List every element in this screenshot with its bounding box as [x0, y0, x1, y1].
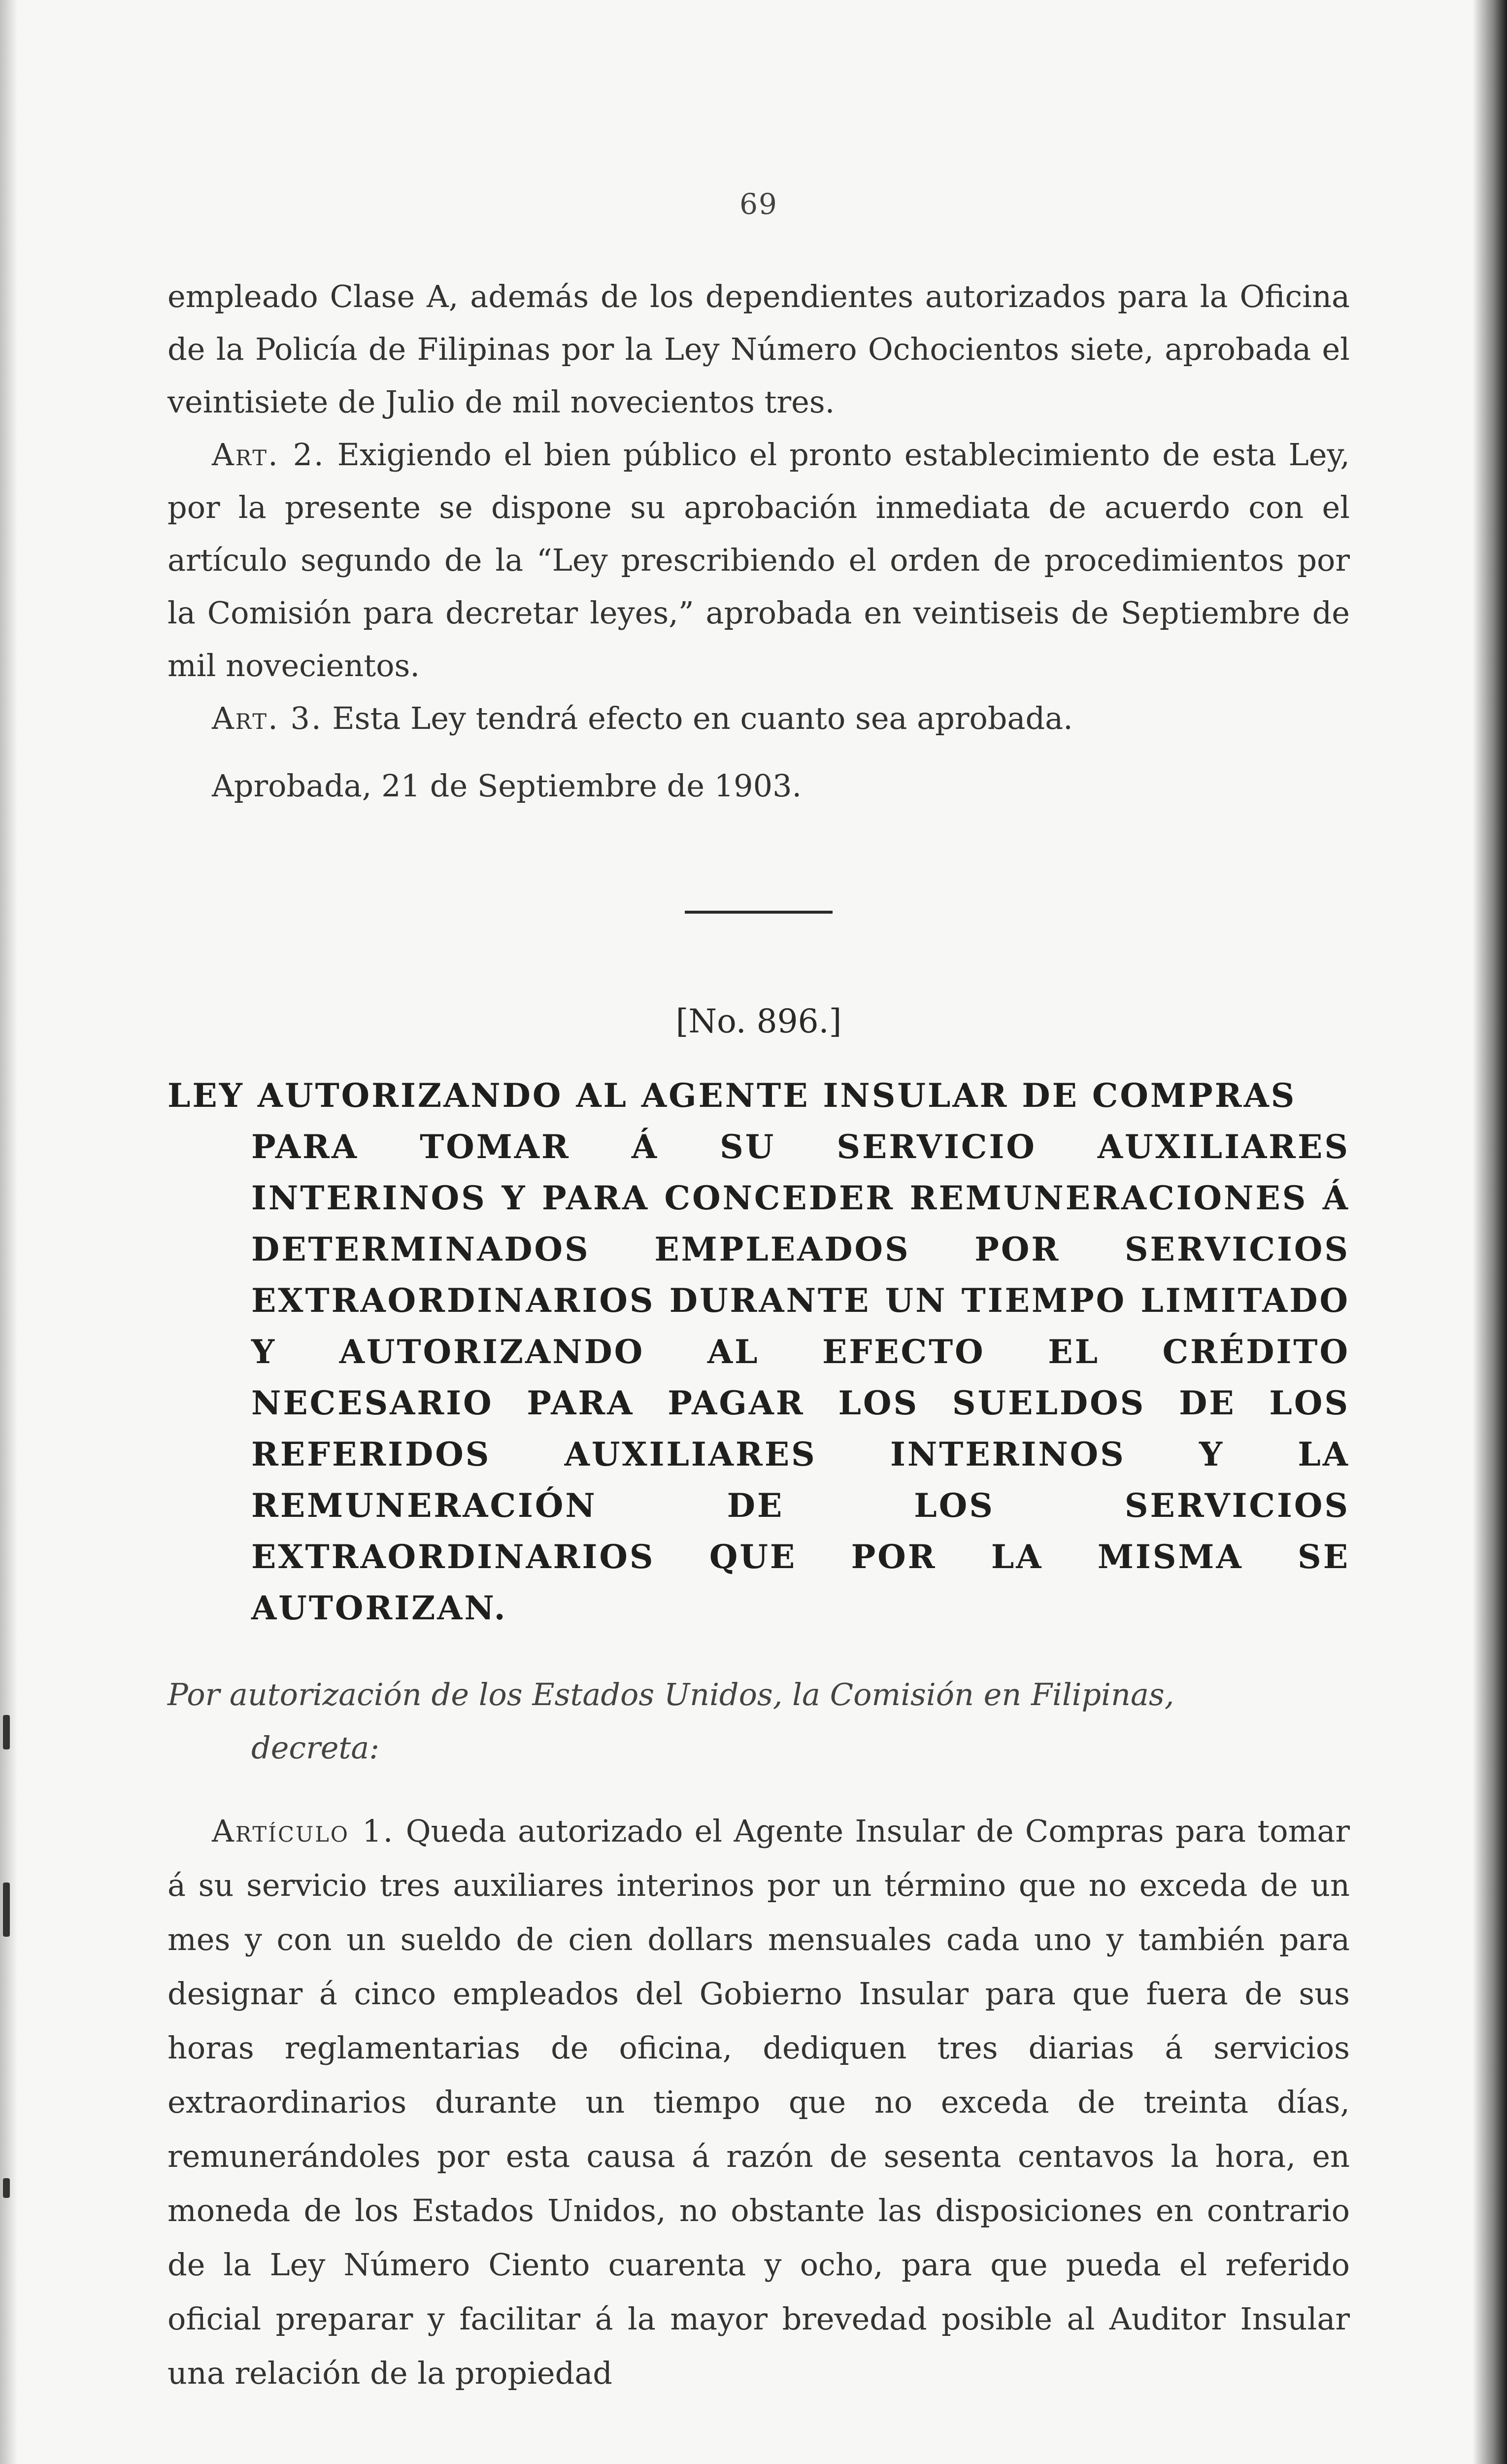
article-2-label: Art. 2. [212, 437, 325, 473]
page-left-shadow [0, 0, 18, 2464]
article-2-text: Exigiendo el bien público el pronto establecimiento de esta Ley, por la presente se dispone su aprobación inmediata de acuerdo con el artículo segundo de la “Ley prescribiendo el orden de procedimientos por la Comisión para decretar leyes,” aprobada en veintiseis de Septiembre de mil novecientos. [167, 437, 1350, 684]
page-number: 69 [739, 187, 778, 221]
article-1-paragraph [167, 1804, 1350, 2400]
law-title-first-line: LEY AUTORIZANDO AL AGENTE INSULAR DE COMPRAS [167, 1076, 1297, 1115]
article-3-paragraph [167, 692, 1350, 745]
binding-mark [3, 1882, 10, 1937]
law-title-rest: PARA TOMAR Á SU SERVICIO AUXILIARES INTERINOS Y PARA CONCEDER REMUNERACIONES Á DETERMINADOS EMPLEADOS POR SERVICIOS EXTRAORDINARIOS DURANTE UN TIEMPO LIMITADO Y AUTORIZANDO AL EFECTO EL CRÉDITO NECESARIO PARA PAGAR LOS SUELDOS DE LOS REFERIDOS AUXILIARES INTERINOS Y LA REMUNERACIÓN DE LOS SERVICIOS EXTRAORDINARIOS QUE POR LA MISMA SE AUTORIZAN. [251, 1128, 1350, 1627]
enacting-clause-line1: Por autorización de los Estados Unidos, la Comisión en Filipinas, [167, 1677, 1174, 1712]
enacting-clause [167, 1668, 1350, 1775]
section-divider [685, 911, 833, 914]
binding-mark [3, 1715, 10, 1749]
article-3-text: Esta Ley tendrá efecto en cuanto sea aprobada. [332, 700, 1073, 736]
approval-date: Aprobada, 21 de Septiembre de 1903. [212, 768, 802, 804]
article-2-paragraph [167, 428, 1350, 692]
enacting-clause-line2: decreta: [251, 1730, 380, 1766]
binding-mark [3, 2178, 10, 2198]
continuation-paragraph: empleado Clase A, además de los dependientes autorizados para la Oficina de la Policía de Filipinas por la Ley Número Ochocientos siete, aprobada el veintisiete de Julio de mil novecientos tres. [167, 278, 1350, 420]
page-right-shadow [1473, 0, 1507, 2464]
article-1-label: Artículo 1. [212, 1813, 395, 1849]
article-3-label: Art. 3. [212, 700, 323, 736]
page-content [167, 187, 1350, 2400]
law-number: [No. 896.] [675, 1002, 842, 1040]
article-1-text: Queda autorizado el Agente Insular de Compras para tomar á su servicio tres auxiliares interinos por un término que no exceda de un mes y con un sueldo de cien dollars mensuales cada uno y también para designar á cinco empleados del Gobierno Insular para que fuera de sus horas reglamentarias de oficina, dediquen tres diarias á servicios extraordinarios durante un tiempo que no exceda de treinta días, remunerándoles por esta causa á razón de sesenta centavos la hora, en moneda de los Estados Unidos, no obstante las disposiciones en contrario de la Ley Número Ciento cuarenta y ocho, para que pueda el referido oficial preparar y facilitar á la mayor brevedad posible al Auditor Insular una relación de la propiedad [167, 1813, 1350, 2391]
law-title [167, 1070, 1350, 1634]
